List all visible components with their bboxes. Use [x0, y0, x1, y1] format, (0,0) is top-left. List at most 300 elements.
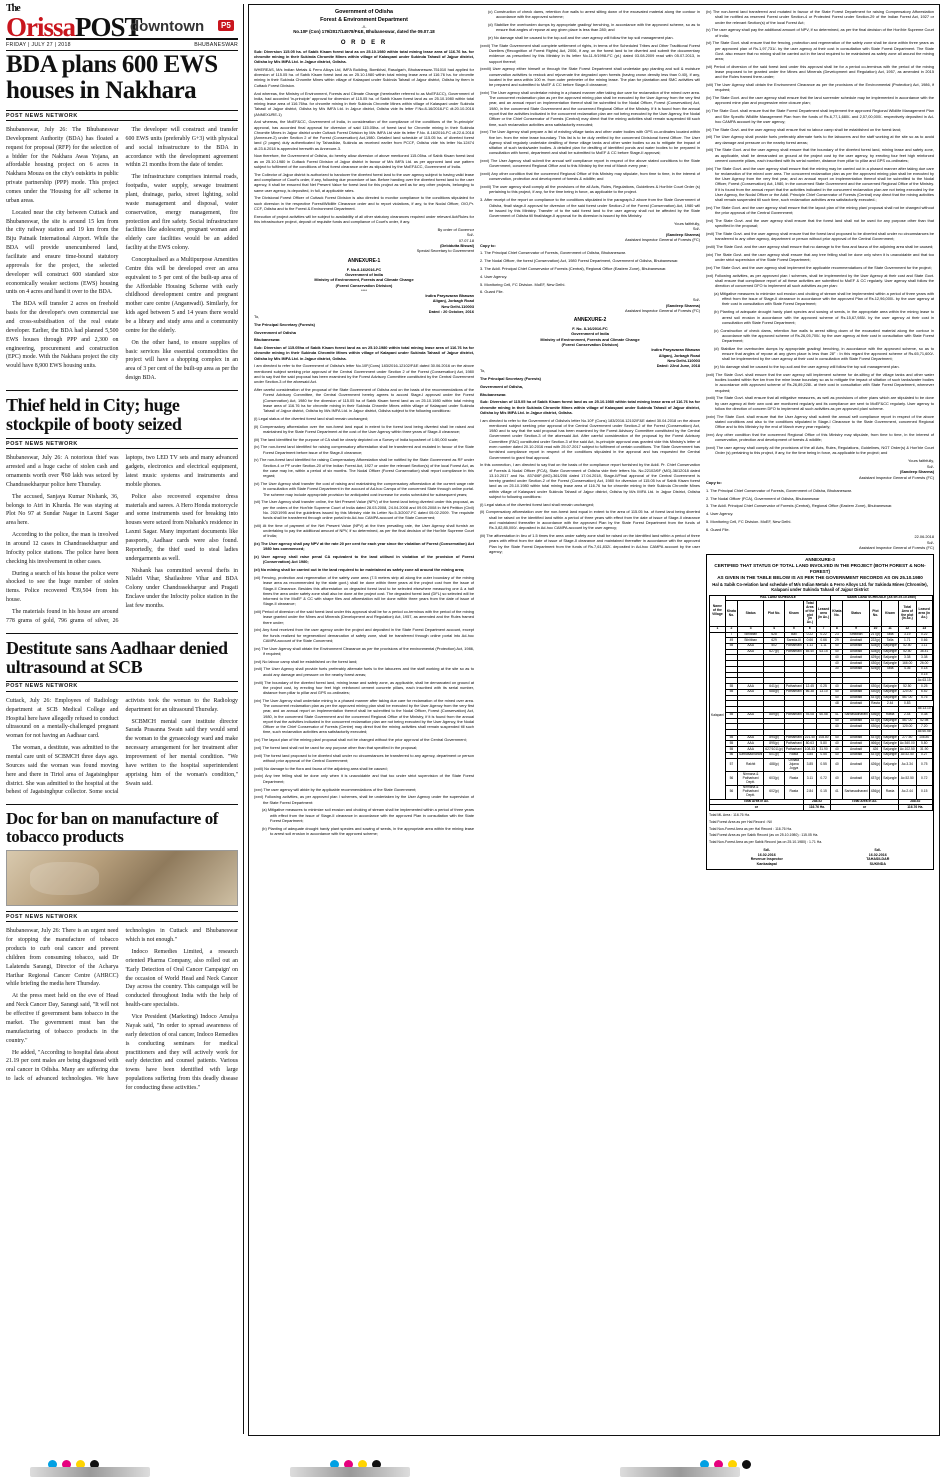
table-cell: 108.80 — [816, 735, 830, 741]
table-cell: 40 — [831, 735, 843, 741]
list-item: (xi) No mining shall be carried out in the land required to be maintained as safety zone all around the mining area; — [254, 567, 465, 573]
paragraph: I am directed to refer to the Government of Odisha's letter No.10F (Cons) 183/2016.12102/F&E dated 30.04.2018 on the above mentioned subject seeking prior approval of the Central Government under Section-2 of the Forest (Conservation) Act, 1980 and to say that the said proposal has been examined by the Forest Advisory Committee constituted by the Central Government under Section-3 of the aforesaid Act. After careful consideration of the proposal by the Forest Advisory Committee (FAC) constituted under Section-3 of the said Act, In-principle approval was granted vide this Ministry's letter of even number dated 20.10.2016 read with 25.07.2017 subject to fulfilment of certain conditions. The State Government has furnished compliance report in respect of the conditions stipulated in the approval and has requested the Central Government to grant final approval. — [480, 417, 700, 460]
list-item: (xxiii) The State Govt. shall ensure that all mitigative measures, as well as provisions of other plans which are stipulated to be done by user agency at their own cost are monitored regularly and its compliance are sent to MoEF&CC regularly. User agency to follow the direction of concern DFO to implement all such activities as per approved plan/ scheme. — [706, 395, 934, 411]
table-cell: Nirmana & Patharbani Deptt. — [738, 785, 764, 799]
article-body — [6, 454, 238, 625]
article-destitute-aadhaar — [6, 639, 238, 798]
col-status-hal: Status — [738, 601, 764, 627]
table-cell: Anabadi — [843, 718, 869, 724]
table-cell: Anabadi — [843, 638, 869, 644]
table-cell: 4.36 — [898, 666, 916, 672]
table-cell: 428(p) — [870, 649, 881, 654]
annexure-1-subject: Sub: Diversion of 115.05ha of Sabik Kisam forest land as on 25.10.1980 within total mining lease area of 116.76 ha for chromite mining in their Sukinda Chromite Mines within village of Kalapani under Sukinda Tahasil of Jajpur district, Odisha by M/s IMFA Ltd. in Jajpur district, Odisha. — [254, 345, 474, 361]
table-cell: Saljungle — [882, 758, 899, 772]
list-item: (xxiv) The State Govt. shall ensure that the User Agency shall submit the annual self compliance report in respect of the above stated conditions and also to the conditions stipulated in Stage-I Clearance to the State Government, concerned Regional Office and to this Ministry by the end of March every year regularly; — [706, 413, 934, 430]
num-9: 9 — [843, 626, 869, 632]
signature-designation: Assistant Inspector General of Forests (FC) — [858, 545, 934, 551]
num-1: 1 — [710, 626, 726, 632]
table-cell: 6.52 — [916, 689, 932, 695]
table-cell: 0.38 — [916, 712, 932, 718]
list-item: (xxv) The user agency will abide by the applicable recommendations of the State Government; — [254, 786, 417, 792]
list-item: (xiv) The State Govt. and the user agency shall ensure that the mining may be carried out in a phased manner after taking due care for reclamation of the mined over area. The concurrent reclamation plan as per the approved mining plan shall be executed by the User Agency from the very first year, and an annual report on implementation thereof shall be submitted to the Nodal Officer, Forest (Conservation) Act, 1980, in the concerned State Government and the concerned Regional Office of the Ministry. If it is found from the annual report that the activities indicated in the concurrent reclamation plan are not being executed by the User Agency, the Nodal Officer or the Addl. Principle Chief Conservator of Forests (Central) may direct that the mining activities shall remain suspended till such time, such reclamation activities area satisfactorily executed.; — [706, 165, 934, 203]
notice-column-3 — [706, 9, 934, 1430]
table-cell: 166.00 — [898, 661, 916, 667]
table-cell: 66.38 — [803, 689, 816, 695]
signature-block — [254, 227, 474, 254]
table-cell: Sthitiban — [738, 638, 764, 644]
paragraph: Police also recovered expensive dress materials and sarees. A Hero Honda motorcycle and some instruments used for breaking into houses were seized from Nishank's residence in Laxmi Sagar. Many important documents like passports, Aadhaar cards were also found. Reportedly, the thief used to steal ladies undergarments as well. — [125, 493, 238, 562]
table-note: Total Forest Area as per Sabik Record (as on 25.10.1980) : 115.05 Ha. — [709, 833, 819, 838]
table-cell: 26.00 — [916, 661, 932, 667]
annexure-2-address-3: New Delhi-110003 — [667, 357, 700, 363]
annexure-2-title: ANNEXURE-2 — [573, 317, 607, 324]
table-cell: Saljungle — [883, 717, 897, 722]
byline: POST NEWS NETWORK — [6, 438, 238, 449]
dateline-place: BHUBANESWAR — [194, 42, 238, 48]
paragraph: The BDA will transfer 2 acres on freehold basis for the developer's own commercial use and cross-subsidisation of the real estate developer. Earlier, the BDA had planned 5,500 EWS houses through PPP and 2,300 on engineering, procurement and construction (EPC) mode. With the Nakhara project the city would have 8,900 EWS housing units. — [6, 301, 119, 370]
paragraph: SCBMCH mental care institute director Sarada Prasanna Swain said they would send the woman to the gynaecology ward and make necessary arrangement for her treatment after improvement of her mental condition. "We have written to the hospital superintendent apprising him of the woman's condition," Swain said. — [125, 718, 238, 787]
table-cell: 502 — [764, 643, 785, 649]
annexure-2-file-number: F. No. 8-16/2016-FC — [572, 326, 608, 332]
list-item: (xxi) The forest land shall not be used for any purpose other than that specified in the proposal; — [254, 744, 418, 750]
signature-title: TAHASILDAR — [866, 857, 890, 862]
list-item: (viii) The User Agency shall obtain the Environment Clearance as per the provisions of the Environmental (Protection) Act, 1986, if required; — [706, 82, 934, 93]
total-sabik-value: 288.52 — [898, 799, 932, 805]
table-cell: 48 — [831, 701, 843, 707]
list-item: (vi) The State Govt. shall ensure that the fencing, protection and regeneration of the safety zone shall be done within three years as per approved plan of Rs.1,97,731/- by the user agency at their cost in consultation with State Forest Department. The State Govt. also ensure that no mining shall be carried out in the land required to be maintained as safety zone all around the mining area; — [706, 40, 934, 62]
col-kisam-hal: Kisam — [784, 601, 803, 627]
table-cell: 426(p) — [869, 758, 882, 772]
table-cell: 0.66 — [803, 638, 816, 644]
table-cell: 0.72 — [916, 772, 932, 786]
table-cell: 120.00 — [898, 689, 916, 695]
dateline — [6, 42, 238, 51]
table-cell: 0.18 — [916, 666, 932, 672]
paragraph: Execution of project activities will be subject to availability of all other statutory clearances required under relevant Act/Rules for this infrastructure project, deposit of requisite funds and compliance of Court's order, if any. — [254, 213, 474, 224]
table-cell: Patharbani — [785, 643, 802, 648]
addressee-line-3: Bhubaneswar. — [254, 337, 281, 343]
list-item: (a) Mitigative measures to minimize soil erosion and choking of stream shall be implemented within a period of three years with effect from the issue of Stage-II clearance in accordance with the approved Plan of Rs.12,96,000/- by the user agency at their cost in consultation with State Forest Department; — [714, 290, 934, 307]
paragraph: The materials found in his house are around 778 grams of gold, 796 grams of silver, 26 laptops, two LED TV sets and many advanced gadgets, electronics and electrical equipment, latest music systems and instruments and mobile phones. — [6, 455, 238, 624]
table-cell: Talla — [882, 632, 899, 638]
list-item: (iii) The afforestation in lieu of 1.5 times the area under safety zone shall be raised on the identified land within a period of three years with effect from the date of issue of Stage-II clearance and maintained thereafter in accordance with the approved Plan by the State Forest Department from the funds of Rs.7,61,832/- deposited in Ad-hoc CAMPA account by the user agency; — [480, 532, 700, 554]
notice-order-title: O R D E R — [340, 39, 388, 46]
paragraph: WHEREAS, M/s Indian Metals & Ferro Alloys Ltd, IMFA Building, Bomikhal, Rasulgarh, Bhubaneswar-751010 had applied for diversion of 115.05 ha. of Sabik Kisam forest land as on 25.10.1980 within total mining lease area of 116.76 ha. for chromite mining in their Sukinda Chromite Mines within village of Kalaspani under Sukinda Tahasil of Jajpur district, Odisha by them in Cuttack Forest Division. — [254, 66, 474, 88]
list-item: (xxxii) Any other condition that the concerned Regional Office of this Ministry may stipulate, from time to time, in the interest of conservation, protection and development of forests & wildlife; and — [480, 171, 700, 182]
table-cell: Anabadi — [843, 661, 869, 667]
copy-to-item: 4. User Agency. — [480, 273, 508, 279]
list-item: (xiv) Any fund received from the user agency under the project and deposited in the State Forest Department account, except the funds realized for regeneration/ demarcation of safety zone, shall be transferred through online portal into Ad-hoc CAMPA account of the State Concerned; — [254, 627, 474, 643]
copy-date: 22.06.2018 — [914, 534, 934, 540]
registration-dot — [742, 1460, 751, 1469]
table-cell: Rasta — [882, 712, 899, 718]
table-cell: Sarbasadharani — [844, 712, 868, 717]
table-cell: AAA — [738, 689, 764, 695]
table-cell: Patharbani — [785, 740, 802, 745]
ha-right: 116.76 Ha. — [898, 805, 932, 811]
table-cell: 29 — [831, 638, 843, 644]
list-item: (xxv) Any other condition that the concerned Regional Office of this Ministry may stipulate, from time to time, in the interest of conservation, protection and development of forests & wildlife; — [706, 432, 934, 443]
list-item: (d) Stabilize the overburden dumps by appropriate grading/ benching, in accordance with the approved scheme, so as to ensure that angles of repose at any given place is less than 280; and — [488, 22, 700, 33]
copy-to-item: 3. The Addl. Principal Chief Conservator of Forests (Central), Regional Office (Eastern Zone), Bhubaneswar. — [706, 503, 893, 509]
table-cell: 0.22 — [803, 632, 816, 638]
table-cell: 889(p) — [764, 712, 785, 718]
table-cell: Anabadi — [843, 666, 869, 672]
table-cell: 688(p) — [764, 689, 785, 695]
table-cell: 23 — [831, 632, 843, 638]
list-item: (xxvi) The user agency shall comply all the provisions of the all Acts, Rules, Regulations, Guidelines, NGT Order(s) & Hon'ble Court Order (s) pertaining to this project, if any, for the time being in force, as applicable to the project; and — [706, 445, 934, 456]
table-body — [710, 632, 933, 799]
table-cell: 40 — [831, 718, 843, 724]
table-cell: Ac.3.34 — [898, 758, 916, 772]
table-cell: 0.25 — [816, 684, 830, 690]
paragraph: The Collector of Jajpur district is authorized to handover the diverted forest land to the user agency subject to having valid lease and compliance of Court's order, if any, following due procedure of law. Before handing over the diverted forest land to the user agency, it shall be ensured that Net Present Value for forest land for this project as well as for any other projects, belonging to same user agency, is deposited, in full, at applicable rates. — [254, 171, 474, 193]
table-cell: Anabadi — [843, 684, 869, 690]
list-item: (xix) The State Govt. and the user agency shall ensure that any tree felling shall be done only when it is unavoidable and that too under strict supervision of the State Forest Department; — [706, 251, 934, 263]
annexure-1-address-2: Aliganj, Jorbagh Road — [432, 298, 474, 304]
table-cell: Patharbani — [785, 689, 802, 694]
table-cell: Anabadi — [843, 747, 869, 753]
table-cell: 56 — [725, 772, 737, 786]
annexure-1-title: ANNEXURE-1 — [347, 257, 381, 264]
article-body — [6, 126, 238, 383]
copy-to-item: 1. The Principal Chief Conservator of Forests, Government of Odisha, Bhubaneswar. — [706, 487, 852, 493]
notice-subject: Sub: Diversion 115.05 ha. of Sabik Kisam forest land as on 25.10.1980 within total mining lease area of 116.76 ha. for chromite mining in their Sukinda Chromite Mines within village of Kalaspani under Sukinda Tahasil of Jajpur district, Odisha by M/s IMFA Ltd. in Jajpur district, Odisha. — [254, 48, 474, 65]
table-cell: Saljungle — [883, 683, 897, 688]
signature-title: Revenue Inspector — [750, 857, 783, 862]
table-cell: 2.44 — [898, 712, 916, 718]
total-sabik-label: Total Area in Ac. — [831, 799, 899, 805]
col-village: Name of the Village — [710, 595, 726, 626]
addressee-line-1: The Principal Secretary (Forests) — [254, 321, 315, 327]
paragraph: During a search of his house the police were shocked to see the huge number of stolen items. Police recovered ₹39,504 from his house. — [6, 570, 119, 604]
table-cell: AAA — [738, 643, 764, 649]
table-cell: 437(p) — [870, 717, 881, 722]
notice-column-1 — [254, 9, 474, 1430]
table-note: Total Non-Forest Area as per Hal Record : 116.76 Ha. — [709, 826, 793, 831]
table-cell: 7 — [725, 632, 737, 638]
table-cell: 5.80 — [816, 741, 830, 747]
table-cell: Anabadi — [843, 649, 869, 655]
table-cell: AAA — [738, 741, 764, 747]
copy-to-item: 2. The Nodal Officer, the forest (Conservation) Act, 1980 Forest Department, Government of Odisha, Bhubaneswar. — [480, 258, 679, 264]
table-cell: 1.71 — [898, 638, 916, 644]
table-cell: Anabadi — [843, 752, 869, 758]
table-cell: Anabadi — [843, 655, 869, 661]
table-cell: Anabadi — [843, 689, 869, 695]
list-item: (xxiv) Any tree felling shall be done only when it is unavoidable and that too under strict supervision of the State Forest Department; — [254, 773, 474, 784]
table-cell: 55 — [725, 689, 737, 695]
table-cell: Anabadi — [843, 701, 869, 707]
copy-to-item: 3. The Addl. Principal Chief Conservator of Forests (Central), Regional Office (Eastern Zone), Bhubaneswar. — [480, 265, 667, 271]
table-cell: 430(p) — [870, 723, 881, 728]
table-cell: 56 — [725, 752, 737, 758]
annexure-1-address-3: New Delhi-110003 — [441, 303, 474, 309]
list-item: (ii) Compensatory afforestation over the non-forest land equal in extent to the forest land being diverted shall be raised and maintained by the State Forest Department at the cost of the User Agency within three years of Stage-II clearance; — [254, 423, 474, 434]
annexure-2-address-1: Indira Paryavaran Bhawan — [651, 347, 700, 353]
col-leased-area-hal: Leased area (in Ac.) — [816, 601, 830, 627]
table-cell: 12.45 — [803, 684, 816, 690]
grey-scale-bar-middle — [290, 1467, 410, 1477]
table-cell: 52.50 — [898, 643, 916, 649]
table-cell: 488(p) — [764, 758, 785, 772]
table-cell: 40 — [831, 741, 843, 747]
table-cell: 40 — [831, 695, 843, 701]
table-cell: 7.20 — [916, 724, 932, 730]
table-cell: 0.55 — [816, 758, 830, 772]
table-cell: 120.00 — [898, 724, 916, 730]
section-divider — [6, 390, 238, 391]
table-note: Total ML Area : 116.76 Ha. — [709, 813, 751, 818]
paragraph: In this connection, I am directed to say that on the basis of the compliance report furnished by the Addl. Pr. Chief Conservation of Forests & Nodal Officer (FCA), State Government of Odisha vide their letters No. No.22102/6F (MG)-36/12018 dated 13.10.2017 and No. 8374/6F-(MG)-361/206 dated 17.04.2018, Stage-II/Final approval of the Central Government is hereby granted under Section-2 of the Forest (Conservation) Act, 1980 for diversion of 115.05 ha of Sabik Kisam forest land as on 25.10.1980 within total mining lease area of 116.76 ha for chromite mining in their Sukinda Chromite Mines within village of Kalaspani under Sukinda Tahasil of Jajpur district, Odisha by M/s IMFA Ltd. in Jajpur District, Odisha subject to following conditions: — [480, 462, 700, 499]
or-left: or — [710, 805, 804, 811]
article-headline: Destitute sans Aadhaar denied ultrasound at SCB — [6, 637, 228, 677]
table-cell: 602(p) — [764, 785, 785, 799]
col-total-area-sabik: Total Area of the plot (in Ac.) — [898, 601, 916, 627]
table-cell: 0.72 — [816, 772, 830, 786]
list-item: (xxvi) Following activities, as per approved plan / schemes, shall be undertaken by the User Agency under the supervision of the State Forest Department: — [254, 794, 474, 805]
paragraph: The woman, a destitute, was admitted to the mental care unit of SCBMCH three days ago. Sources said the woman was found moving here and there in Tirtol area of Jagatsinghpur district. She was admitted to the hospital at the behest of Jagatsinghpur collector. Some social activists took the woman to the Radiology department for an ultrasound Thursday. — [6, 697, 238, 796]
table-note: Total Forest Area as per Hal Record : Nil — [709, 819, 772, 824]
page-title: BDA plans 600 EWS houses in Nakhara — [6, 51, 218, 104]
paragraph: And whereas, the Ministry of Environment, Forests and Climate Change (hereinafter referred to as MoEF&CC), Government of India, had accorded 'in-principle' approval for diversion of 115.05 ha. of Sabik Kisam forest land as on 25.10.1980 within total mining lease area of 116.76ha. for chromite mining in their Sukinda Chromite Mines within village of Kalaspani under Sukinda Tahasil of Jajpur district, Odisha by M/s IMFA Ltd. in Jajpur district, Odisha vide its letter F.No.8-16/2016-FC dt.20.10.2016 (ANNEXURE-1) — [254, 90, 474, 117]
annexure-3-certify-line-1: CERTIFIED THAT STATUS OF TOTAL LAND INVOLVED IN THE PROJECT (BOTH FOREST & NON-FOREST) — [714, 562, 926, 574]
table-cell: 40 — [831, 772, 843, 786]
table-cell: 56 — [725, 785, 737, 799]
annexure-1-date: Dated : 20 October, 2016 — [428, 308, 474, 314]
annexure-1-file-number: F. No.8-16/2016-FC — [346, 266, 382, 272]
table-cell: 40 — [831, 649, 843, 655]
list-item: (c) Construction of check dams, retention /toe walls to arrest silting down of the excavated material along the contour in accordance with the approved scheme; — [488, 9, 700, 20]
table-row — [710, 758, 933, 772]
list-item: (iv) The non-forest land transferred and mutated in favour of the State Forest Department for raising Compensatory Afforestation shall be notified as reserved Forest under Section-4 or Protected Forest under Section-29 of the Indian Forest Act, 1927 or under the relevant Section(s) of the local Forest Act; — [706, 9, 934, 25]
signature-designation: Assistant Inspector General of Forests (FC) — [624, 307, 700, 313]
table-cell: 55 — [725, 643, 737, 649]
signature-name: (Sandeep Sharma) — [899, 469, 934, 475]
table-cell: 0.22 — [916, 632, 932, 638]
table-cell: Anabadi — [843, 724, 869, 730]
list-item: (xviii) The State Govt. and the user agency shall ensure that no damage to the flora and fauna of the adjoining area shall be caused; — [706, 244, 934, 250]
table-cell: 55 — [725, 747, 737, 753]
num-5: 5 — [784, 626, 803, 632]
table-cell: Sthitiban — [738, 632, 764, 638]
paragraph: Bhubaneswar, July 26: A notorious thief was arrested and a huge cache of stolen cash and ornaments worth over ₹60 lakh was seized by Chandrasekharpur police here Thursday. — [6, 455, 119, 488]
byline: POST NEWS NETWORK — [6, 110, 238, 121]
annexure-3-signatures — [709, 848, 931, 867]
table-cell: 40 — [831, 747, 843, 753]
table-cell: Patharbani — [785, 683, 802, 688]
signature-designation: Assistant Inspector General of Forests (FC) — [624, 237, 700, 243]
column-divider — [243, 4, 244, 1434]
list-item: (e) No damage shall be caused to the top-soil and the user agency will follow the top soil management plan. — [714, 364, 900, 370]
table-cell: 3.38 — [898, 655, 916, 661]
list-item: (iv) The non-forest land identified for raising compensatory afforestation shall be transferred and mutated in favour of the State Forest Department before issue of the Stage-II clearance; — [254, 444, 474, 455]
article-body — [6, 927, 238, 1092]
paragraph: On the other hand, to ensure supplies of basic services like essential commodities the project will have a shopping complex in an area of 3 per cent of the built-up area as per the design BDA. — [125, 339, 238, 382]
table-cell: Saljungle — [883, 723, 897, 728]
signature-sd: Sd/- — [692, 226, 700, 232]
table-cell: 40 — [831, 724, 843, 730]
table-cell: 0.83 — [898, 701, 916, 707]
table-cell: Saljungle — [883, 649, 897, 654]
list-item: (xix) The User Agency shall undertake mining in a phased manner after taking due care for reclamation of the mined over area. The concurrent reclamation plan as per the approved mining plan shall be executed by the User Agency from the very first year, and an annual report on implementation thereof shall be submitted to the Nodal Officer, Forest (Conservation) Act, 1980, in the concerned State Government and the concerned Regional Office of the Ministry, if it is found from the annual report that the activities indicated in the concurrent reclamation plan are not being executed by the User Agency, the Nodal Officer or the Chief Conservator of Forests (Centre) may direct that the mining activities shall remain suspended till such time, such reclamation activities area satisfactorily executed; — [254, 697, 474, 735]
table-cell: Talla — [882, 666, 899, 672]
table-cell: 36.41 — [916, 649, 932, 655]
table-cell: 52.50 — [898, 684, 916, 690]
print-registration-bar — [0, 1439, 945, 1483]
table-cell: Saljungle — [883, 660, 897, 665]
signature-designation: Assistant Inspector General of Forests (FC) — [858, 474, 934, 480]
table-cell: 65.40 — [803, 649, 816, 655]
table-cell: 426 — [869, 747, 882, 753]
table-cell: 0.75 — [916, 758, 932, 772]
dateline-date: FRIDAY | JULY 27 | 2018 — [6, 42, 71, 48]
table-cell: 437(p) — [870, 735, 881, 740]
table-cell: 55 — [725, 735, 737, 741]
notice-column-2 — [480, 9, 700, 1430]
table-cell: 425(p) — [870, 666, 881, 671]
table-cell: 601(p) — [764, 752, 785, 758]
table-cell: 49 — [725, 638, 737, 644]
table-cell: Ac.52.50 — [898, 772, 916, 786]
list-item: (xxviii) User agency either himself or through the State Forest Department shall undertake gap planting and soil & moisture conservation activities to restock and rejuvenate the degraded open forests (having crown density less than 0.40), if any, located in the area within 100 m. from outer perimeter of the mining lease. The plan for plantation and SMC activities will be prepared and submitted to MoEF & CC before Stage-II clearance; — [480, 66, 700, 88]
signature-block — [706, 458, 934, 480]
table-cell: 277.50 — [898, 735, 916, 741]
byline: POST NEWS NETWORK — [6, 911, 238, 922]
section-divider — [6, 804, 238, 805]
table-header-row — [710, 601, 933, 627]
table-cell: 1.11 — [816, 643, 830, 649]
table-cell: 55 — [725, 684, 737, 690]
list-item: (ix) The State Govt. and the user agency shall ensure that the land surrender schedule may be implemented in accordance with the approved mine plan and progressive mine closure plan; — [706, 95, 934, 106]
table-cell: Rasta — [871, 700, 880, 705]
table-cell: 627(p) — [764, 649, 785, 655]
paragraph: Cuttack, July 26: Employees of Radiology department at SCB Medical College and Hospital here have allegedly refused to conduct ultrasound on a mentally-challenged pregnant woman for not having an Aadhaar card. — [6, 697, 119, 740]
list-item: (xiii) Period of diversion of the said forest land under this approval shall be for a period co-terminus with the period of the mining lease granted under the Mines and Minerals (Development and Regulation) Act, 1957, as amended and the Rules framed there under; — [254, 609, 474, 625]
article-tobacco-ban — [6, 810, 238, 1093]
table-cell: Anabadi — [843, 741, 869, 747]
annexure-2-government: Government of India — [571, 331, 609, 337]
list-item: (xxxiii) The user agency shall comply all the provisions of the all Acts, Rules, Regulations, Guidelines & Hon'ble Court Order (s) pertaining to this project, if any, for the time being in force, as applicable to the project. — [480, 184, 700, 195]
table-cell: Patharbani — [785, 649, 802, 654]
table-cell: 2.44 — [882, 701, 899, 707]
table-cell: 0.15 — [816, 785, 830, 799]
table-cell: 222(p) — [870, 637, 881, 642]
annexure-2-ministry: Ministry of Environment, Forests and Climate Change — [540, 336, 640, 342]
table-cell: Saljungle — [883, 654, 897, 659]
table-cell: 41 — [831, 712, 843, 718]
table-cell: Saljungle — [883, 746, 897, 751]
table-cell: 436(p) — [870, 712, 881, 717]
table-cell: 5.80 — [916, 741, 932, 747]
logo-the: The — [6, 3, 20, 14]
list-item: (xv) The State Govt. and the user agency shall ensure that the layout plan of the mining plan/ proposal shall not be changed without the prior approval of the Central Government; — [706, 205, 934, 216]
list-item: (xv) The User Agency shall obtain the Environment Clearance as per the provisions of the environmental (Protection) Act, 1986, if required; — [254, 645, 474, 656]
total-hal-label: Total Area in Ac. — [710, 799, 804, 805]
list-item: (xxii) The State Govt. shall ensure that the user agency will implement scheme for de-silting of the village tanks and other water bodies located within five km from the mine lease boundary so as to mitigate the impact of siltation of such tanks/water bodies in accordance with approved scheme of Rs.26,89,228/- at their cost in consultation with State Forest Department, whenever required; — [706, 371, 934, 393]
signature-sd: Sd/- — [926, 463, 934, 469]
table-cell: Talla — [882, 638, 899, 644]
table-cell: Rasta — [784, 752, 803, 758]
table-cell: 437(p) — [870, 752, 881, 757]
table-cell: 603(p) — [764, 772, 785, 786]
table-cell: 55 — [725, 741, 737, 747]
table-cell: AAA — [738, 684, 764, 690]
table-cell: 40 — [831, 655, 843, 661]
table-cell: 30 — [831, 666, 843, 672]
signature-sd: Sd/- — [874, 847, 882, 852]
list-item: (xviii) The boundary of the diverted forest land, mining lease and safety zone, as applicable, shall be demarcated on ground at the project cost, by erecting four feet high reinforced cement concrete pillars, each inscribed with its serial number, distance from pillar to pillar and GPS co-ordinates; — [254, 679, 474, 696]
col-kisam-sabik: Kisam — [882, 601, 899, 627]
table-cell: Bali — [784, 632, 803, 638]
table-cell: 52.98 — [916, 718, 932, 724]
list-item: (iii) The land identified for the purpose of CA shall be clearly depicted on a Survey of India toposheet of 1:50,000 scale; — [254, 436, 459, 442]
section-title-downtown: downtown — [130, 18, 205, 35]
num-10: 10 — [869, 626, 882, 632]
condition-list-continued — [480, 9, 700, 195]
table-cell: Nirmana & Patharbani Deptt. — [738, 772, 764, 786]
list-item: (vi) The User Agency shall transfer the cost of raising and maintaining the compensatory afforestation at the current wage rate in consultation with State Forest Department in the account of Ad-hoc Campa of the concerned State through online portal. The scheme may include appropriate provision for anticipated cost increase for works scheduled for subsequent years; — [254, 481, 474, 497]
grey-scale-bar-right — [620, 1467, 740, 1477]
condition-list-final — [706, 9, 934, 456]
table-cell: 437(p) — [869, 772, 882, 786]
num-12: 12 — [898, 626, 916, 632]
paragraph: Indoco Remedies Limited, a research oriented Pharma Company, also rolled out an 'Early Detection of Oral Cancer Campaign' on the occasion of World Head and Neck Cancer Day across the country. This campaign will be conducted throughout India with the help of health-care specialists. — [125, 949, 238, 1009]
table-cell: 41 — [831, 785, 843, 799]
table-cell: 63.15 — [816, 649, 830, 655]
list-item: (b) Planting of adequate drought hardy plant species and sowing of seeds, in the appropriate area within the mining lease to arrest soil erosion in accordance with the approved scheme; — [262, 825, 474, 836]
copy-to-item: 5. Monitoring Cell, FC Division. MoEF, New Delhi. — [480, 281, 566, 287]
list-item: (x) The State Govt. shall ensure that the State Forest Department shall implement the approved Regional Wildlife Management Plan and Site Specific Wildlife Management Plan from the funds of Rs.6,77,1,680/- and 2,57,00,000/- respectively deposited in Ad-hoc CAMPA account by the user agency; — [706, 108, 934, 124]
table-cell: Anabadi — [843, 735, 869, 741]
signature-yours: Yours faithfully, — [908, 458, 934, 464]
signature-designation: Special Secretary to Government — [416, 248, 474, 254]
total-hal-value: 288.52 — [803, 799, 830, 805]
table-cell: 3.19 — [898, 632, 916, 638]
table-cell: Saljungle — [883, 689, 897, 694]
table-cell: 1.11 — [916, 643, 932, 649]
notice-header-line1: Government of Odisha — [334, 9, 394, 15]
list-item: (xxxi) The User Agency shall submit the annual self compliance report in respect of the above stated conditions to the State Government, concerned Regional Office and to this Ministry by the end of March every year; — [480, 158, 700, 169]
grey-scale-bar-left — [30, 1467, 150, 1477]
list-item: (i) Legal status of the diverted forest land shall remain unchanged; — [254, 415, 368, 421]
village-cell: Kalapani — [710, 632, 726, 799]
table-cell: 31.90 — [816, 747, 830, 753]
list-item: (xi) The State Govt. and the user agency shall ensure that no labour camp shall be established on the forest land; — [706, 126, 902, 132]
article-headline: Thief held in City; huge stockpile of booty seized — [6, 395, 182, 435]
table-cell: 0.27 — [916, 752, 932, 758]
list-item: (ii) Compensatory afforestation over the non-forest land equal in extent to the area of 115.05 ha. of forest land being diverted shall be raised on the identified land within a period of three years with effect from the date of issue of Stage-II clearance and maintained thereafter in accordance with the approved Plan by the State Forest Department from the funds of Rs.3,82,85,000/- deposited in Ad-hoc CAMPA account by the user agency; — [480, 509, 700, 531]
signature-by-order: By order of Governor — [437, 226, 474, 232]
table-cell: AAA — [738, 712, 764, 718]
addressee-line-2: Government of Odisha — [254, 329, 296, 335]
annexure-2-subject: Sub: Diversion of 115.05 ha of Sabik Kisam forest land as on 25.10.1980 within total mining lease area of 116.76 ha for chromite mining in their Sukinda Chromite Mines within village of Kalaspani under Sukinda Tahasil of Jajpur district, Odisha by M/s IMFA Ltd. in Jajpur district, Odisha. — [480, 399, 700, 415]
paragraph: And whereas, the MoEF&CC, Government of India, in consideration of the compliance of the conditions of the 'in-principle' approval, has accorded final approval for diversion of said 115.05ha. of forest land for Chromite mining in their Sukinda Chromite Mines in Jajpur district under Cuttack Forest Division by M/s IMFA Ltd vide its letter F.No. 8-16/2016-FC dt.22.6.2018 (Annexure-2) under Section 2 of the Forest (Conservation) Act,1980. Detailed land schedule of 115.05 ha. of diverted forest land (2 pages) duly authenticated by Tahasildar, Sukinda as received earlier from PCCF, Odisha vide his letter No.12474 dt.23.6.2018 is appended herewith as Annexure-3. — [254, 119, 474, 151]
ha-left: 116.76 Ha. — [803, 805, 830, 811]
col-plot-hal: Plot No. — [764, 601, 785, 627]
article-headline: Doc for ban on manufacture of tobacco products — [6, 809, 219, 847]
list-item: (xiii) The State Govt. and the user agency shall ensure that the boundary of the diverted forest land, mining lease and safety zone, as applicable, shall be demarcated on ground at the project cost by the user agency, by erecting four feet high reinforced cement concrete pillars, each inscribed with its serial number, distance from pillar to pillar and GPS co-ordinates; — [706, 147, 934, 163]
table-cell: Anabadi — [843, 758, 869, 772]
logo-post: POST — [75, 12, 142, 42]
signature-name: (Debidutta Biswal) — [440, 243, 474, 249]
table-cell: 428(p) — [870, 643, 881, 648]
table-cell: Anabadi — [843, 695, 869, 701]
list-item: (v) The non-forest land identified for raising Compensatory Afforestation shall be notified by the State Government as RF under Section-4 or PF under Section-20 of the Indian Forest Act, 1927 or under the relevant Section(s) of the local Forest Act, as the case may be, within a period of six months. The Nodal Officer (Forest Conservation) shall report compliance in this regard; — [254, 457, 474, 479]
table-cell: Ac.13.10 — [917, 706, 931, 711]
table-cell: 31.90 — [916, 747, 932, 753]
num-8: 8 — [831, 626, 843, 632]
